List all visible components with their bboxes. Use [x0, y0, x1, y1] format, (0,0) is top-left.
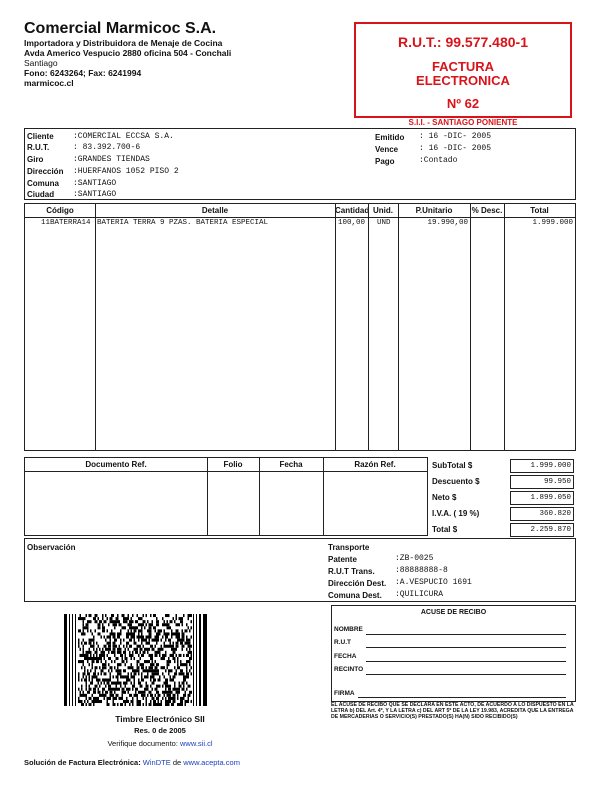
acuse-fecha-line[interactable]	[366, 661, 566, 662]
header-detalle: Detalle	[95, 204, 335, 218]
patente-value: :ZB-0025	[395, 554, 434, 563]
label-cliente: Cliente	[27, 132, 54, 141]
col-divider	[323, 458, 324, 535]
col-divider	[504, 204, 505, 450]
value-vence: : 16 -DIC- 2005	[419, 144, 492, 153]
header-unid: Unid.	[368, 204, 398, 218]
subtotal-label: SubTotal $	[432, 461, 473, 470]
value-rut: : 83.392.700-6	[73, 143, 141, 152]
timbre-title: Timbre Electrónico SII	[115, 714, 205, 724]
header-punitario: P.Unitario	[398, 204, 470, 218]
verify-label: Verifique documento:	[107, 739, 178, 748]
header-cantidad: Cantidad	[335, 204, 368, 218]
pdf417-barcode	[64, 614, 208, 706]
header-desc: % Desc.	[470, 204, 504, 218]
references-table	[24, 457, 428, 536]
footer-de: de	[172, 758, 182, 767]
col-divider	[368, 204, 369, 450]
label-comuna: Comuna	[27, 179, 59, 188]
value-direccion: :HUERFANOS 1052 PISO 2	[73, 167, 179, 176]
acuse-title: ACUSE DE RECIBO	[420, 609, 487, 616]
value-comuna: :SANTIAGO	[73, 179, 117, 188]
acuse-recibo-box	[331, 605, 576, 702]
document-type-line2: ELECTRONICA	[416, 73, 510, 88]
acuse-firma-line[interactable]	[358, 697, 566, 698]
label-rut: R.U.T.	[27, 143, 50, 152]
col-divider	[470, 204, 471, 450]
patente-label: Patente	[328, 555, 357, 564]
document-number: Nº 62	[446, 96, 480, 111]
document-id-box	[354, 22, 572, 118]
header-total: Total	[504, 204, 575, 218]
acuse-rut-label: R.U.T	[334, 639, 351, 646]
total-label: Total $	[432, 525, 458, 534]
observation-box	[24, 538, 576, 602]
row-codigo: 11BATERRA14	[41, 219, 91, 227]
subtotal-value: 1.999.000	[510, 459, 574, 473]
dir-dest-value: :A.VESPUCIO 1691	[395, 578, 472, 587]
header-razon-ref: Razón Ref.	[323, 458, 427, 472]
label-ciudad: Ciudad	[27, 190, 55, 199]
descuento-value: 99.950	[510, 475, 574, 489]
label-direccion: Dirección	[27, 167, 64, 176]
value-emitido: : 16 -DIC- 2005	[419, 132, 492, 141]
issuer-web: marmicoc.cl	[24, 78, 74, 88]
row-total: 1.999.000	[532, 219, 573, 227]
label-emitido: Emitido	[375, 133, 405, 142]
header-documento-ref: Documento Ref.	[25, 458, 207, 472]
acuse-legal-text: EL ACUSE DE RECIBO QUE SE DECLARA EN ESTE ACTO, DE ACUERDO A LO DISPUESTO EN LA LETRA b) DEL Art. 4º, Y LA LETRA c) DEL ART 5º DE LA LEY 19.983, ACREDITA QUE LA ENTREGA DE MERCADERIAS O SERVICIO(S) PRESTADO(S) HA(N) SIDO RECIBIDO(S)	[331, 702, 574, 720]
acuse-nombre-line[interactable]	[366, 634, 566, 635]
row-punitario: 19.990,00	[427, 219, 468, 227]
neto-value: 1.899.050	[510, 491, 574, 505]
col-divider	[259, 458, 260, 535]
col-divider	[398, 204, 399, 450]
observacion-label: Observación	[27, 543, 76, 552]
sii-office: S.I.I. - SANTIAGO PONIENTE	[408, 118, 518, 127]
issuer-rut: R.U.T.: 99.577.480-1	[398, 34, 528, 50]
total-value: 2.259.870	[510, 523, 574, 537]
header-folio: Folio	[207, 458, 259, 472]
timbre-verify	[60, 739, 260, 748]
row-unid: UND	[377, 219, 391, 227]
verify-link[interactable]: www.sii.cl	[180, 739, 213, 748]
issuer-phones: Fono: 6243264; Fax: 6241994	[24, 68, 142, 78]
col-divider	[207, 458, 208, 535]
neto-label: Neto $	[432, 493, 457, 502]
total-descuento	[432, 475, 574, 489]
descuento-label: Descuento $	[432, 477, 480, 486]
acuse-rut-line[interactable]	[366, 647, 566, 648]
row-detalle: BATERIA TERRA 9 PZAS. BATERIA ESPECIAL	[97, 219, 269, 227]
footer-label: Solución de Factura Electrónica:	[24, 758, 141, 767]
barcode-graphic	[64, 614, 208, 706]
value-pago: :Contado	[419, 156, 458, 165]
iva-value: 360.820	[510, 507, 574, 521]
row-cantidad: 100,00	[337, 219, 365, 227]
col-divider	[95, 204, 96, 450]
acuse-recinto-label: RECINTO	[334, 666, 364, 673]
issuer-city: Santiago	[24, 58, 58, 68]
acuse-fecha-label: FECHA	[334, 653, 357, 660]
value-ciudad: :SANTIAGO	[73, 190, 117, 199]
col-divider	[335, 204, 336, 450]
total-iva	[432, 507, 574, 521]
header-fecha: Fecha	[259, 458, 323, 472]
footer-link[interactable]: www.acepta.com	[183, 758, 240, 767]
acuse-firma-label: FIRMA	[334, 690, 355, 697]
comuna-dest-label: Comuna Dest.	[328, 591, 382, 600]
acuse-nombre-label: NOMBRE	[334, 626, 363, 633]
footer	[24, 758, 240, 767]
dir-dest-label: Dirección Dest.	[328, 579, 387, 588]
timbre-res: Res. 0 de 2005	[134, 726, 186, 735]
document-type-line1: FACTURA	[431, 59, 495, 74]
rut-trans-label: R.U.T Trans.	[328, 567, 375, 576]
total-neto	[432, 491, 574, 505]
iva-label: I.V.A. ( 19 %)	[432, 509, 480, 518]
header-codigo: Código	[25, 204, 95, 218]
value-cliente: :COMERCIAL ECCSA S.A.	[73, 132, 174, 141]
footer-product[interactable]: WinDTE	[142, 758, 171, 767]
label-giro: Giro	[27, 155, 44, 164]
issuer-activity: Importadora y Distribuidora de Menaje de Cocina	[24, 38, 223, 48]
document-type	[356, 60, 570, 88]
issuer-name: Comercial Marmicoc S.A.	[24, 20, 217, 37]
value-giro: :GRANDES TIENDAS	[73, 155, 150, 164]
comuna-dest-value: :QUILICURA	[395, 590, 444, 599]
total-total	[432, 523, 574, 537]
issuer-block	[24, 20, 344, 88]
issuer-address: Avda Americo Vespucio 2880 oficina 504 - Conchali	[24, 48, 232, 58]
total-subtotal	[432, 459, 574, 473]
label-pago: Pago	[375, 157, 395, 166]
items-table	[24, 203, 576, 451]
client-info-box	[24, 128, 576, 200]
acuse-recinto-line[interactable]	[366, 674, 566, 675]
label-vence: Vence	[375, 145, 399, 154]
transporte-label: Transporte	[328, 543, 370, 552]
rut-trans-value: :88888888-8	[395, 566, 448, 575]
